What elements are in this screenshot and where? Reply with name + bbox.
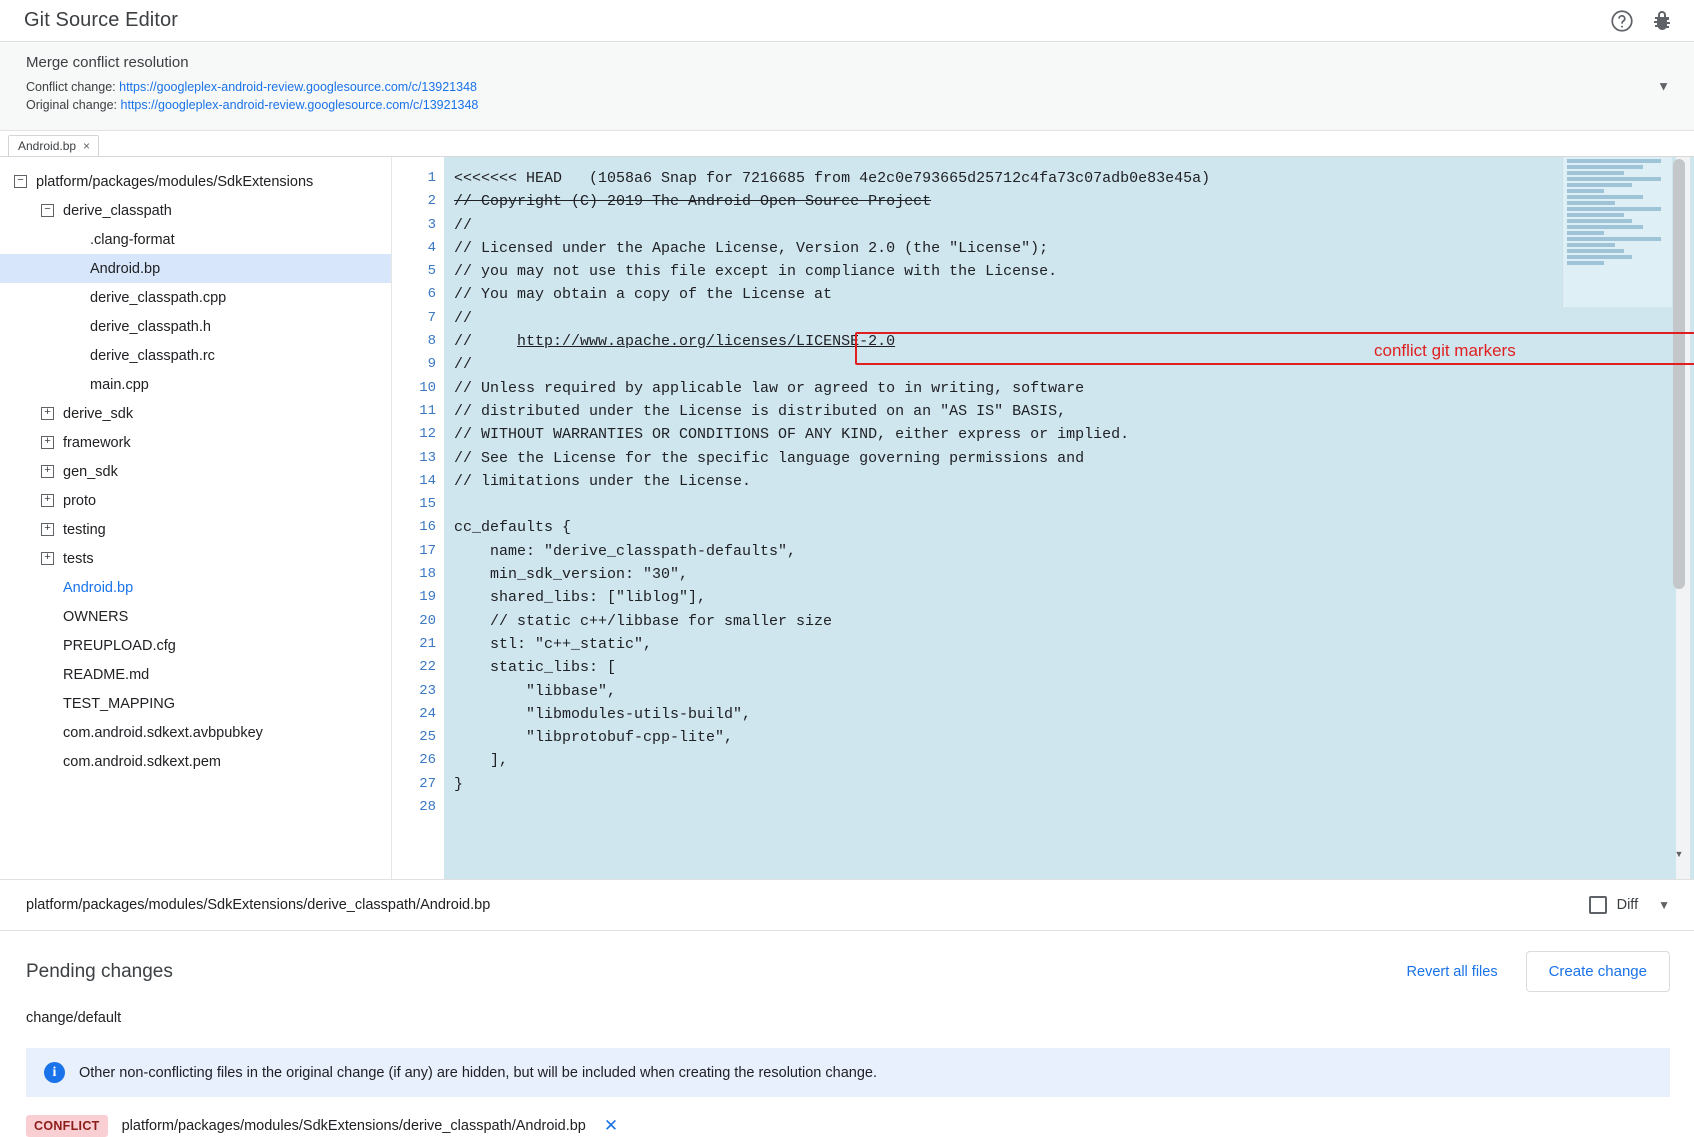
line-number: 7 [427,309,436,326]
line-number: 19 [419,589,436,606]
tree-item-proto[interactable] [0,486,391,515]
original-change-link[interactable]: https://googleplex-android-review.googlesource.com/c/13921348 [120,98,479,112]
tree-spacer [41,581,54,594]
chevron-down-icon[interactable]: ▼ [1658,898,1670,912]
tab-label: Android.bp [18,139,77,153]
tree-item-label: framework [63,434,131,451]
merge-conflict-title: Merge conflict resolution [26,54,189,71]
line-number: 24 [419,705,436,722]
tree-item-derive-classpath-cpp[interactable] [0,283,391,312]
tree-item-gen-sdk[interactable] [0,457,391,486]
line-number: 15 [419,496,436,513]
tree-item-label: com.android.sdkext.avbpubkey [63,724,263,741]
tree-spacer [41,726,54,739]
line-number: 3 [427,216,436,233]
code-line[interactable]: cc_defaults { [454,519,572,537]
diff-label: Diff [1616,897,1639,913]
tree-spacer [41,639,54,652]
tab-android-bp[interactable] [8,135,99,156]
expand-icon[interactable]: + [41,523,54,536]
line-number: 27 [419,775,436,792]
line-number: 18 [419,566,436,583]
tree-item-owners[interactable] [0,602,391,631]
line-number: 1 [427,170,436,186]
code-line[interactable]: stl: "c++_static", [454,635,653,653]
file-tree[interactable] [0,157,392,879]
status-badge: CONFLICT [26,1115,108,1137]
code-line[interactable]: "libmodules-utils-build", [454,705,752,723]
tree-spacer [41,610,54,623]
tree-item-label: Android.bp [90,260,161,277]
code-content[interactable] [444,157,1694,879]
expand-icon[interactable]: + [41,465,54,478]
code-line[interactable]: // you may not use this file except in compliance with the License. [454,263,1058,281]
expand-icon[interactable]: + [41,436,54,449]
conflict-annotation: conflict git markers [1374,341,1516,360]
line-number: 20 [419,612,436,629]
code-pane [392,157,1694,879]
line-number: 17 [419,542,436,559]
scrollbar-thumb[interactable] [1673,159,1685,589]
merge-conflict-header [0,42,1694,131]
code-line[interactable]: // Licensed under the Apache License, Version 2.0 (the "License"); [454,239,1049,257]
collapse-icon[interactable]: − [41,204,54,217]
code-line[interactable]: static_libs: [ [454,659,617,677]
code-line[interactable]: shared_libs: ["liblog"], [454,589,707,607]
tree-spacer [68,320,81,333]
tree-item-label: derive_classpath.h [90,318,211,335]
line-number: 16 [419,519,436,536]
tree-item-readme-md[interactable] [0,660,391,689]
tree-item-com-android-sdkext-avbpubkey[interactable] [0,718,391,747]
tree-item-label: proto [63,492,97,509]
chevron-down-icon[interactable]: ▼ [1657,78,1670,94]
tree-item-label: derive_classpath [63,202,172,219]
line-number: 28 [419,799,436,816]
info-icon: i [44,1062,65,1083]
line-number: 4 [427,239,436,256]
code-line[interactable]: // http://www.apache.org/licenses/LICENSE-2.0 [454,333,896,351]
line-number: 11 [419,402,436,419]
editor-scrollbar[interactable] [1676,157,1690,879]
tree-item-label: platform/packages/modules/SdkExtensions [36,173,314,190]
code-line[interactable]: "libbase", [454,682,617,700]
info-banner [26,1048,1670,1097]
tree-spacer [41,755,54,768]
revert-all-files-button[interactable]: Revert all files [1395,956,1510,988]
diff-checkbox[interactable] [1589,896,1607,914]
pending-changes-panel [0,931,1694,1137]
tree-spacer [68,378,81,391]
code-line[interactable]: // WITHOUT WARRANTIES OR CONDITIONS OF ANY KIND, either express or implied. [454,426,1130,444]
tree-item-label: com.android.sdkext.pem [63,753,221,770]
page-title: Git Source Editor [24,9,178,31]
pending-changes-header [26,951,1670,992]
tree-spacer [41,668,54,681]
info-banner-text: Other non-conflicting files in the original change (if any) are hidden, but will be included when creating the resolution change. [79,1064,877,1081]
line-number: 26 [419,752,436,769]
line-number: 2 [427,193,436,210]
original-change-row [26,98,1670,112]
code-line[interactable]: // limitations under the License. [454,472,752,490]
line-number: 8 [427,333,436,350]
conflict-file-row [26,1097,1670,1137]
tree-item-label: .clang-format [90,231,175,248]
license-url-link[interactable]: http://www.apache.org/licenses/LICENSE-2.0 [517,333,896,351]
tree-item-label: main.cpp [90,376,149,393]
tree-item-label: gen_sdk [63,463,118,480]
close-icon[interactable]: ✕ [603,1116,619,1135]
file-path-bar [0,879,1694,931]
code-line[interactable]: "libprotobuf-cpp-lite", [454,729,734,747]
code-line[interactable]: // [454,309,473,327]
line-number: 14 [419,472,436,489]
original-change-label: Original change: [26,98,118,112]
line-number: 10 [419,379,436,396]
tree-item-clang-format[interactable] [0,225,391,254]
code-line[interactable]: // See the License for the specific language governing permissions and [454,449,1085,467]
current-file-path: platform/packages/modules/SdkExtensions/derive_classpath/Android.bp [26,897,491,913]
tree-spacer [68,233,81,246]
tree-item-label: OWNERS [63,608,129,625]
line-number: 12 [419,426,436,443]
help-circle-icon[interactable] [1608,7,1636,35]
line-number: 22 [419,659,436,676]
conflict-change-label: Conflict change: [26,80,116,94]
tree-item-com-android-sdkext-pem[interactable] [0,747,391,776]
tree-item-label: derive_sdk [63,405,134,422]
code-line[interactable]: min_sdk_version: "30", [454,566,689,584]
pending-changes-title: Pending changes [26,960,173,982]
branch-name: change/default [26,1010,122,1026]
code-line[interactable]: name: "derive_classpath-defaults", [454,542,797,560]
tree-item-derive-classpath-h[interactable] [0,312,391,341]
expand-icon[interactable]: + [41,407,54,420]
line-number-gutter [392,157,444,879]
line-number: 6 [427,286,436,303]
tree-item-platform-packages-modules-sdkextensions[interactable] [0,167,391,196]
code-line[interactable] [444,493,1694,516]
conflict-change-link[interactable]: https://googleplex-android-review.googlesource.com/c/13921348 [119,80,477,94]
expand-icon[interactable]: + [41,494,54,507]
scroll-down-icon[interactable]: ▼ [1674,849,1684,859]
tree-item-android-bp[interactable] [0,573,391,602]
code-minimap[interactable] [1562,157,1672,307]
tree-item-test-mapping[interactable] [0,689,391,718]
tree-item-preupload-cfg[interactable] [0,631,391,660]
tree-item-android-bp[interactable] [0,254,391,283]
code-line[interactable]: } [454,775,464,793]
tree-spacer [41,697,54,710]
close-icon[interactable]: × [83,139,91,153]
create-change-button[interactable]: Create change [1526,951,1670,992]
code-line[interactable]: // distributed under the License is distributed on an "AS IS" BASIS, [454,402,1067,420]
expand-icon[interactable]: + [41,552,54,565]
code-line[interactable]: // [454,356,473,374]
app-header [0,0,1694,42]
line-number: 23 [419,682,436,699]
line-number: 13 [419,449,436,466]
tree-item-label: PREUPLOAD.cfg [63,637,176,654]
tree-item-label: TEST_MAPPING [63,695,175,712]
code-line[interactable] [444,796,1694,819]
editor-tabstrip [0,131,1694,157]
tree-item-label: Android.bp [63,579,134,596]
conflict-file-path: platform/packages/modules/SdkExtensions/derive_classpath/Android.bp [121,1118,586,1134]
tree-item-label: testing [63,521,106,538]
line-number: 9 [427,356,436,373]
tree-item-derive-classpath[interactable] [0,196,391,225]
tree-item-tests[interactable] [0,544,391,573]
code-line[interactable]: // Copyright (C) 2019 The Android Open Source Project [454,193,932,211]
code-line[interactable]: // static c++/libbase for smaller size [454,612,833,630]
tree-item-testing[interactable] [0,515,391,544]
collapse-icon[interactable]: − [14,175,27,188]
tree-spacer [68,291,81,304]
line-number: 21 [419,635,436,652]
tree-item-main-cpp[interactable] [0,370,391,399]
conflict-change-row [26,80,1670,94]
line-number: 25 [419,729,436,746]
tree-item-label: tests [63,550,94,567]
tree-item-derive-sdk[interactable] [0,399,391,428]
tree-item-framework[interactable] [0,428,391,457]
code-line[interactable]: // You may obtain a copy of the License at [454,286,833,304]
editor-area [0,157,1694,879]
code-line[interactable]: // [454,216,473,234]
tree-item-label: derive_classpath.rc [90,347,215,364]
code-line[interactable]: ], [454,752,509,770]
tree-item-derive-classpath-rc[interactable] [0,341,391,370]
tree-spacer [68,349,81,362]
tree-spacer [68,262,81,275]
tree-item-label: derive_classpath.cpp [90,289,227,306]
tree-item-label: README.md [63,666,150,683]
code-line[interactable]: // Unless required by applicable law or agreed to in writing, software [454,379,1085,397]
bug-icon[interactable] [1648,7,1676,35]
line-number: 5 [427,263,436,280]
code-line[interactable]: <<<<<<< HEAD (1058a6 Snap for 7216685 from 4e2c0e793665d25712c4fa73c07adb0e83e45a) [454,170,1211,187]
